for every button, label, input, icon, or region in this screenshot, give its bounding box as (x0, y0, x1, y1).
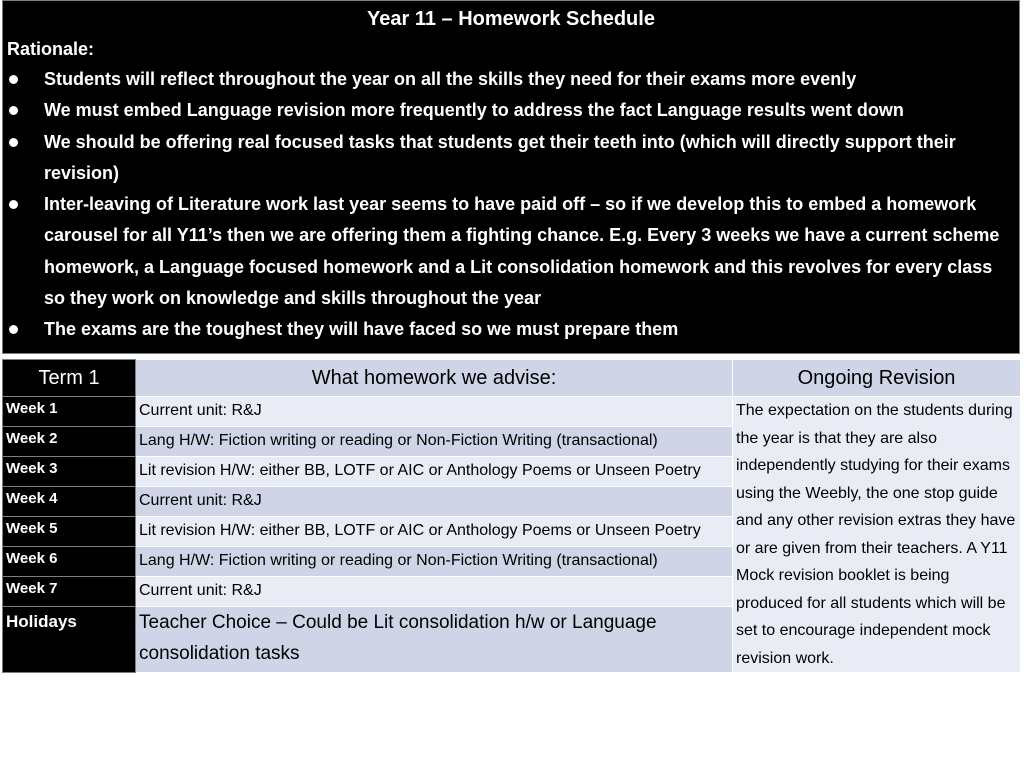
week-label: Week 6 (3, 546, 136, 576)
rationale-text: We should be offering real focused tasks that students get their teeth into (which will directly support their revision) (44, 131, 956, 183)
bullet-icon (9, 138, 18, 147)
bullet-icon (9, 325, 18, 334)
table-header-row (3, 360, 1021, 397)
rationale-text: We must embed Language revision more frequently to address the fact Language results went down (44, 100, 904, 121)
rationale-label: Rationale: (7, 39, 95, 59)
homework-advice: Current unit: R&J (136, 397, 733, 427)
homework-advice: Current unit: R&J (136, 486, 733, 516)
bullet-icon (9, 106, 18, 115)
homework-advice: Current unit: R&J (136, 576, 733, 606)
homework-advice: Lang H/W: Fiction writing or reading or Non-Fiction Writing (transactional) (136, 546, 733, 576)
rationale-bullet (3, 189, 1019, 314)
week-label: Week 1 (3, 397, 136, 427)
homework-advice: Teacher Choice – Could be Lit consolidation h/w or Language consolidation tasks (136, 606, 733, 672)
rationale-bullet (3, 64, 1019, 95)
page-title: Year 11 – Homework Schedule (367, 8, 655, 30)
week-label: Holidays (3, 606, 136, 672)
week-label: Week 4 (3, 486, 136, 516)
rationale-panel (2, 0, 1020, 354)
term-header: Term 1 (3, 360, 136, 397)
week-label: Week 7 (3, 576, 136, 606)
homework-advice: Lit revision H/W: either BB, LOTF or AIC or Anthology Poems or Unseen Poetry (136, 456, 733, 486)
rationale-text: The exams are the toughest they will have faced so we must prepare them (44, 319, 679, 340)
bullet-icon (9, 75, 18, 84)
homework-advice: Lit revision H/W: either BB, LOTF or AIC or Anthology Poems or Unseen Poetry (136, 516, 733, 546)
week-label: Week 5 (3, 516, 136, 546)
week-label: Week 2 (3, 426, 136, 456)
week-label: Week 3 (3, 456, 136, 486)
table-row (3, 397, 1021, 427)
rationale-bullet (3, 127, 1019, 190)
rationale-bullet (3, 314, 1019, 345)
advice-header: What homework we advise: (136, 360, 733, 397)
bullet-icon (9, 200, 18, 209)
rationale-text: Inter-leaving of Literature work last year seems to have paid off – so if we develop this to embed a homework carousel for all Y11’s then we are offering them a fighting chance. E.g. Every 3 weeks we have a current scheme homework, a Language focused homework and a Lit consolidation homework and this revolves for every class so they work on knowledge and skills throughout the year (44, 194, 1000, 309)
ongoing-revision-text: The expectation on the students during the year is that they are also independently studying for their exams using the Weebly, the one stop guide and any other revision extras they have or are given from their teachers. A Y11 Mock revision booklet is being produced for all students which will be set to encourage independent mock revision work. (733, 397, 1021, 673)
homework-schedule-table (2, 359, 1021, 673)
rationale-list (3, 64, 1019, 346)
rationale-text: Students will reflect throughout the year on all the skills they need for their exams more evenly (44, 69, 857, 89)
ongoing-revision-header: Ongoing Revision (733, 360, 1021, 397)
homework-advice: Lang H/W: Fiction writing or reading or Non-Fiction Writing (transactional) (136, 426, 733, 456)
rationale-bullet (3, 95, 1019, 126)
